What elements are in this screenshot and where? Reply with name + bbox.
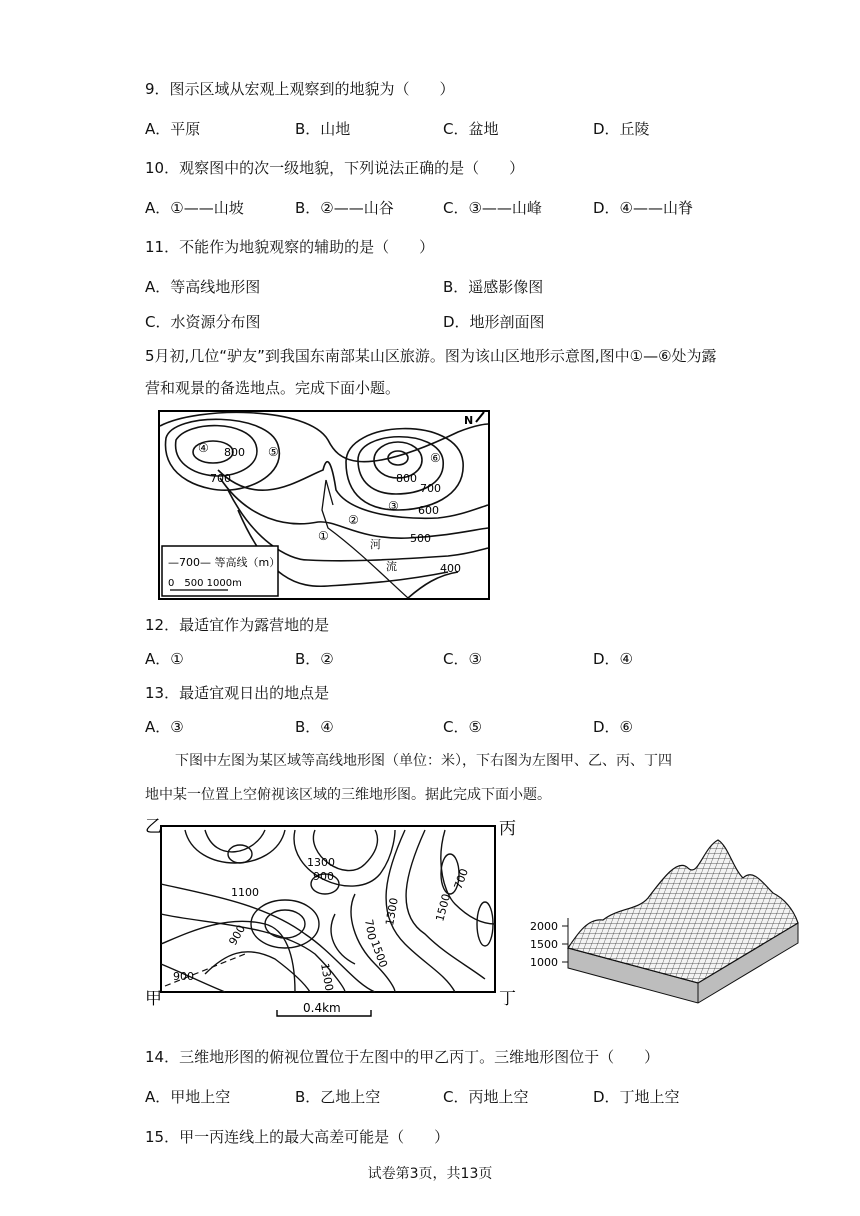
passage-intro-line: 地中某一位置上空俯视该区域的三维地形图。据此完成下面小题。 [145, 787, 551, 803]
legend-scale-label: 0 500 1000m [168, 578, 242, 589]
passage-intro-line: 下图中左图为某区域等高线地形图（单位：米），下右图为左图甲、乙、丙、丁四 [175, 753, 672, 769]
north-arrow-label: N [464, 414, 474, 427]
option-a: A．甲地上空 [145, 1088, 231, 1106]
page-footer: 试卷第3页，共13页 [367, 1166, 493, 1182]
contour-label: 800 [224, 446, 245, 459]
option-b: B．乙地上空 [295, 1088, 381, 1106]
option-b: B．② [295, 650, 334, 668]
option-c: C．盆地 [443, 120, 499, 138]
contour-label: 900 [226, 922, 249, 948]
contour-label: 700 [451, 866, 472, 892]
option-d: D．丘陵 [593, 120, 650, 138]
point-label: ⑤ [268, 445, 279, 459]
legend-contour-label: —700— 等高线（m） [168, 556, 281, 569]
option-d: D．④ [593, 650, 633, 668]
question-13-stem: 13．最适宜观日出的地点是 [145, 684, 330, 702]
question-10-stem: 10．观察图中的次一级地貌，下列说法正确的是（ ） [145, 159, 525, 177]
contour-map-1 [158, 410, 490, 600]
option-a: A．①——山坡 [145, 199, 244, 217]
option-d: D．⑥ [593, 718, 633, 736]
terrain-3d-view [528, 838, 828, 1018]
contour-label: 900 [313, 870, 334, 883]
option-b: B．④ [295, 718, 334, 736]
contour-label: 600 [418, 504, 439, 517]
option-d: D．丁地上空 [593, 1088, 680, 1106]
question-12-stem: 12．最适宜作为露营地的是 [145, 616, 330, 634]
river-label: 河 [370, 538, 381, 551]
option-a: A．平原 [145, 120, 201, 138]
option-a: A．等高线地形图 [145, 278, 261, 296]
option-a: A．③ [145, 718, 184, 736]
point-label: ⑥ [430, 451, 441, 465]
point-label: ③ [388, 499, 399, 513]
option-b: B．②——山谷 [295, 199, 394, 217]
contour-label: 1500 [433, 892, 454, 923]
contour-label: 1300 [307, 856, 335, 869]
question-14-stem: 14．三维地形图的俯视位置位于左图中的甲乙丙丁。三维地形图位于（ ） [145, 1048, 660, 1066]
point-label: ① [318, 529, 329, 543]
contour-label: 900 [173, 970, 194, 983]
corner-label-yi: 乙 [145, 817, 162, 837]
contour-label: 1100 [231, 886, 259, 899]
corner-label-ding: 丁 [499, 989, 516, 1009]
point-label: ④ [198, 441, 209, 455]
question-11-stem: 11．不能作为地貌观察的辅助的是（ ） [145, 238, 435, 256]
option-a: A．① [145, 650, 184, 668]
contour-label: 700 [362, 918, 379, 942]
scale-label: 0.4km [303, 1001, 341, 1015]
corner-label-jia: 甲 [145, 989, 162, 1009]
option-c: C．水资源分布图 [145, 313, 261, 331]
contour-map-2 [145, 814, 520, 1020]
contour-label: 1300 [318, 962, 336, 993]
corner-label-bing: 丙 [499, 819, 516, 839]
option-d: D．④——山脊 [593, 199, 693, 217]
river-label: 流 [386, 560, 397, 573]
question-9-stem: 9．图示区域从宏观上观察到的地貌为（ ） [145, 80, 455, 98]
passage-intro-line: 5月初,几位“驴友”到我国东南部某山区旅游。图为该山区地形示意图,图中①—⑥处为露 [145, 347, 717, 365]
option-c: C．丙地上空 [443, 1088, 529, 1106]
option-d: D．地形剖面图 [443, 313, 545, 331]
contour-label: 1500 [368, 938, 390, 970]
axis-tick-label: 1000 [530, 956, 558, 969]
contour-label: 500 [410, 532, 431, 545]
option-b: B．遥感影像图 [443, 278, 544, 296]
contour-label: 800 [396, 472, 417, 485]
axis-tick-label: 1500 [530, 938, 558, 951]
option-c: C．⑤ [443, 718, 482, 736]
option-b: B．山地 [295, 120, 351, 138]
contour-label: 1300 [383, 896, 401, 927]
axis-tick-label: 2000 [530, 920, 558, 933]
point-label: ② [348, 513, 359, 527]
contour-label: 700 [420, 482, 441, 495]
contour-label: 700 [210, 472, 231, 485]
option-c: C．③ [443, 650, 482, 668]
option-c: C．③——山峰 [443, 199, 542, 217]
contour-label: 400 [440, 562, 461, 575]
question-15-stem: 15．甲一丙连线上的最大高差可能是（ ） [145, 1128, 450, 1146]
passage-intro-line: 营和观景的备选地点。完成下面小题。 [145, 379, 401, 397]
